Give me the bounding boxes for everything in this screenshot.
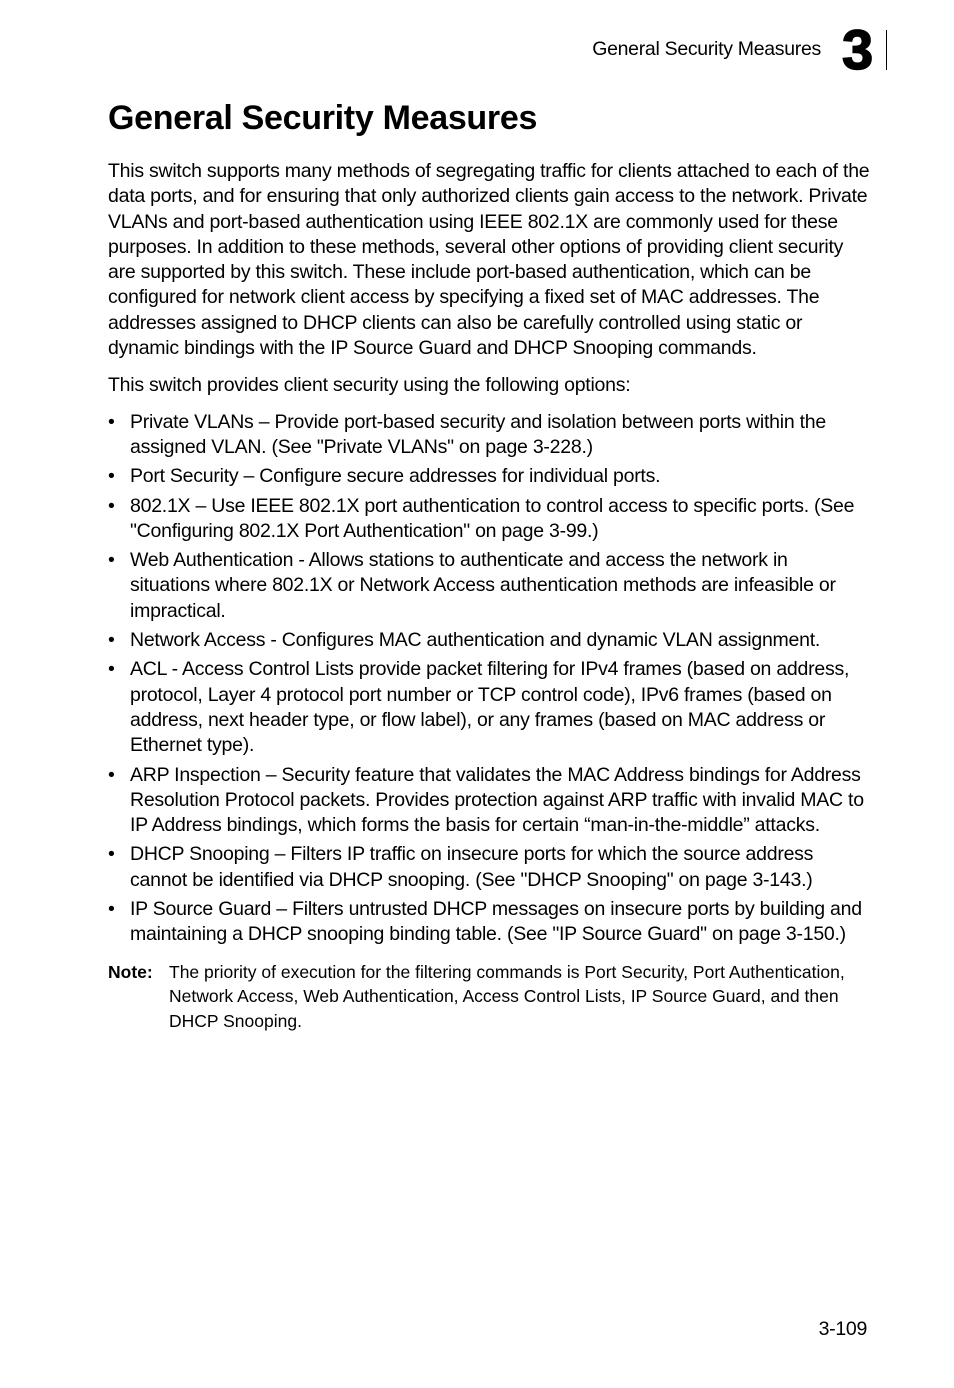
security-options-list (108, 410, 870, 948)
page-content (108, 96, 870, 1033)
list-item-text: ARP Inspection – Security feature that validates the MAC Address bindings for Address Resolution Protocol packets. Provides protection against ARP traffic with invalid MAC to IP Address bindings, which forms the basis for certain “man-in-the-middle” attacks. (130, 763, 864, 837)
list-item-text: DHCP Snooping – Filters IP traffic on insecure ports for which the source address cannot be identified via DHCP snooping. (See "DHCP Snooping" on page 3-143.) (130, 843, 814, 891)
list-item (108, 548, 870, 624)
note-label: Note: (108, 961, 153, 982)
list-item-text: Port Security – Configure secure addresses for individual ports. (130, 465, 661, 488)
list-item (108, 464, 870, 489)
list-item-text: Web Authentication - Allows stations to authenticate and access the network in situations where 802.1X or Network Access authentication methods are infeasible or impractical. (130, 549, 836, 622)
running-header-title: General Security Measures (592, 38, 821, 60)
list-item-text: Network Access - Configures MAC authentication and dynamic VLAN assignment. (130, 629, 821, 652)
bullet-glyph: • (108, 843, 115, 866)
page-number: 3-109 (818, 1318, 867, 1340)
list-item-text: 802.1X – Use IEEE 802.1X port authentication to control access to specific ports. (See "Configuring 802.1X Port Authentication" on page 3-99.) (130, 494, 855, 542)
chapter-number-tab (842, 18, 887, 81)
bullet-glyph: • (108, 629, 115, 652)
note-block (108, 960, 870, 1034)
list-item-text: Private VLANs – Provide port-based security and isolation between ports within the assigned VLAN. (See "Private VLANs" on page 3-228.) (130, 410, 826, 458)
section-title: General Security Measures (108, 99, 538, 137)
list-item (108, 410, 870, 461)
bullet-glyph: • (108, 763, 115, 786)
bullet-glyph: • (108, 410, 115, 433)
intro-paragraph: This switch supports many methods of segregating traffic for clients attached to each of the data ports, and for ensuring that only authorized clients gain access to the network. Private VLANs and port-based authentication using IEEE 802.1X are commonly used for these purposes. In addition to these methods, several other options of providing client security are supported by this switch. These include port-based authentication, which can be configured for network client access by specifying a fixed set of MAC addresses. The addresses assigned to DHCP clients can also be carefully controlled using static or dynamic bindings with the IP Source Guard and DHCP Snooping commands. (108, 160, 870, 360)
bullet-glyph: • (108, 549, 115, 572)
list-item-text: IP Source Guard – Filters untrusted DHCP messages on insecure ports by building and maintaining a DHCP snooping binding table. (See "IP Source Guard" on page 3-150.) (130, 898, 862, 946)
list-item (108, 628, 870, 653)
bullet-glyph: • (108, 494, 115, 517)
list-item (108, 842, 870, 893)
bullet-glyph: • (108, 898, 115, 921)
list-item-text: ACL - Access Control Lists provide packet filtering for IPv4 frames (based on address, protocol, Layer 4 protocol port number or TCP control code), IPv6 frames (based on address, next header type, or flow label), or any frames (based on MAC address or Ethernet type). (130, 658, 850, 757)
options-intro-paragraph: This switch provides client security using the following options: (108, 374, 631, 397)
list-item (108, 494, 870, 545)
list-item (108, 657, 870, 758)
chapter-number: 3 (842, 18, 874, 81)
list-item (108, 897, 870, 948)
bullet-glyph: • (108, 465, 115, 488)
list-item (108, 763, 870, 839)
bullet-glyph: • (108, 658, 115, 681)
note-text: The priority of execution for the filtering commands is Port Security, Port Authentication, Network Access, Web Authentication, Access Control Lists, IP Source Guard, and then DHCP Snooping. (169, 961, 845, 1031)
